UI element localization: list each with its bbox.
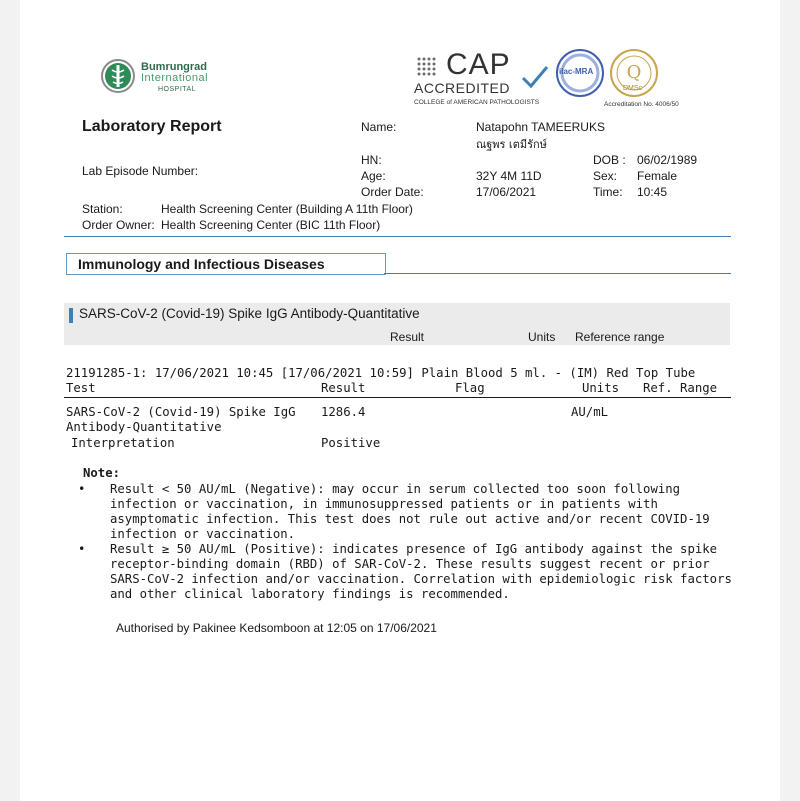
th-ref-range: Ref. Range <box>643 381 718 395</box>
dob-label: DOB : <box>593 153 626 167</box>
patient-name: Natapohn TAMEERUKS <box>476 120 605 134</box>
time-label: Time: <box>593 185 623 199</box>
col-result: Result <box>390 330 425 344</box>
row1-units: AU/mL <box>571 405 609 419</box>
row1-test-line2: Antibody-Quantitative <box>66 420 222 434</box>
note-item <box>78 482 738 542</box>
order-date-value: 17/06/2021 <box>476 185 537 199</box>
svg-text:Q: Q <box>626 62 642 83</box>
col-reference: Reference range <box>575 330 665 344</box>
section-title: Immunology and Infectious Diseases <box>78 256 325 272</box>
test-header-bar <box>64 303 730 345</box>
report-title: Laboratory Report <box>82 118 222 135</box>
note-list <box>78 482 738 602</box>
bullet-icon: • <box>78 482 86 496</box>
order-owner-label: Order Owner: <box>82 218 155 232</box>
time-value: 10:45 <box>637 185 668 199</box>
header-divider <box>64 236 731 237</box>
sex-label: Sex: <box>593 169 618 183</box>
age-label: Age: <box>361 169 386 183</box>
row2-test: Interpretation <box>71 436 175 450</box>
dmsc-text: DMSc <box>623 85 643 92</box>
note-item <box>78 542 738 602</box>
cap-text: CAP <box>446 48 511 81</box>
test-title: SARS-CoV-2 (Covid-19) Spike IgG Antibody-Quantitative <box>79 306 420 321</box>
patient-name-thai: ณฐพร เตมีรักษ์ <box>476 138 547 151</box>
checkmark-icon <box>521 64 549 90</box>
hn-label: HN: <box>361 153 382 167</box>
hospital-name-line2: International <box>141 72 209 84</box>
note-item-text: Result < 50 AU/mL (Negative): may occur in serum collected too soon following infection or vaccination, in immunosuppressed patients or in patients with asymptomatic infection. This test does not rule out active and/or recent COVID-19 infection or vaccination. <box>110 482 710 541</box>
station-value: Health Screening Center (Building A 11th Floor) <box>161 202 413 216</box>
section-header <box>66 253 386 275</box>
accreditation-number: Accreditation No. 4006/50 <box>604 101 679 108</box>
bullet-icon: • <box>78 542 86 556</box>
cap-accredited: ACCREDITED <box>414 80 511 96</box>
dob-value: 06/02/1989 <box>637 153 698 167</box>
ilac-text: ilac-MRA <box>559 67 594 76</box>
note-item-text: Result ≥ 50 AU/mL (Positive): indicates presence of IgG antibody against the spike receptor-binding domain (RBD) of SAR-CoV-2. These results suggest recent or prior SARS-CoV-2 infection and/or vaccination. Correlation with epidemiologic risk factors and other clinical laboratory findings is recommended. <box>110 542 732 601</box>
hospital-name-line3: HOSPITAL <box>158 86 197 93</box>
age-value: 32Y 4M 11D <box>476 169 542 183</box>
authorised-by: Authorised by Pakinee Kedsomboon at 12:05 on 17/06/2021 <box>116 621 437 635</box>
sex-value: Female <box>637 169 678 183</box>
name-label: Name: <box>361 120 397 134</box>
th-result: Result <box>321 381 366 395</box>
row1-result: 1286.4 <box>321 405 366 419</box>
station-label: Station: <box>82 202 123 216</box>
row2-result: Positive <box>321 436 381 450</box>
test-marker <box>69 308 73 323</box>
order-owner-value: Health Screening Center (BIC 11th Floor) <box>161 218 381 232</box>
cap-college: COLLEGE of AMERICAN PATHOLOGISTS <box>414 99 540 106</box>
row1-test-line1: SARS-CoV-2 (Covid-19) Spike IgG <box>66 405 296 419</box>
col-units: Units <box>528 330 556 344</box>
note-label: Note: <box>83 466 121 480</box>
section-underline <box>384 273 731 274</box>
table-header-rule <box>64 397 731 398</box>
order-date-label: Order Date: <box>361 185 424 199</box>
caduceus-icon <box>100 58 136 94</box>
th-flag: Flag <box>455 381 485 395</box>
cap-dots-icon <box>414 54 440 80</box>
th-units: Units <box>582 381 620 395</box>
lab-episode-label: Lab Episode Number: <box>82 164 199 178</box>
th-test: Test <box>66 381 96 395</box>
specimen-line: 21191285-1: 17/06/2021 10:45 [17/06/2021 10:59] Plain Blood 5 ml. - (IM) Red Top Tube <box>66 366 696 380</box>
hospital-name-line1: Bumrungrad <box>141 61 207 73</box>
